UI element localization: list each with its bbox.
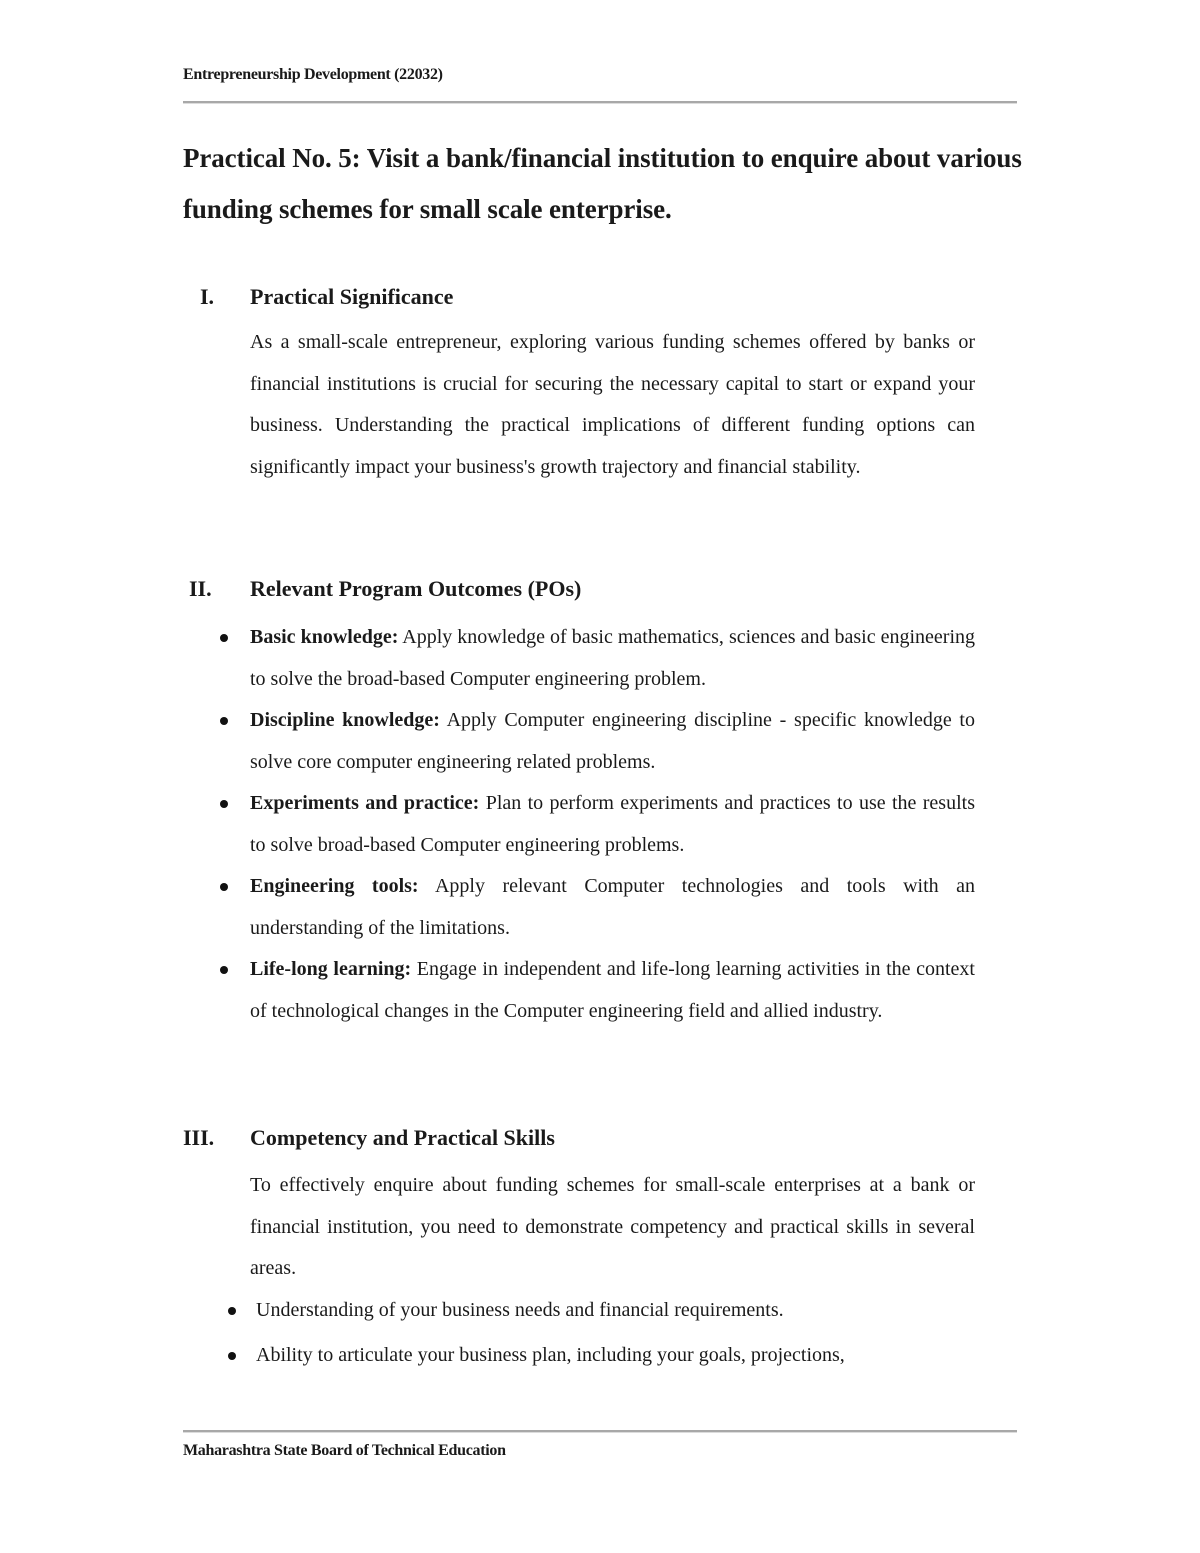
footer-divider — [183, 1430, 1017, 1433]
outcome-text: Apply knowledge of basic mathematics, sciences and basic engineering to solve the broad-based Computer engineering problem. — [250, 626, 975, 690]
outcome-term: Life-long learning: — [250, 958, 412, 980]
section-heading-program-outcomes — [183, 576, 983, 608]
section-number: II. — [189, 576, 212, 601]
list-item — [250, 783, 975, 866]
outcome-text: Apply Computer engineering discipline - specific knowledge to solve core computer engineering related problems. — [250, 709, 975, 773]
program-outcomes-list — [250, 617, 975, 1032]
outcome-text: Apply relevant Computer technologies and tools with an understanding of the limitations. — [250, 875, 975, 939]
competency-paragraph: To effectively enquire about funding schemes for small-scale enterprises at a bank or financial institution, you need to demonstrate competency and practical skills in several areas. — [250, 1174, 975, 1279]
section-heading-practical-significance — [183, 284, 983, 316]
header-divider — [183, 101, 1017, 104]
outcome-text: Engage in independent and life-long learning activities in the context of technological changes in the Computer engineering field and allied industry. — [250, 958, 975, 1022]
outcome-term: Basic knowledge: — [250, 626, 399, 648]
section-title: Competency and Practical Skills — [250, 1125, 555, 1150]
bullet-icon — [220, 966, 228, 974]
bullet-icon — [228, 1307, 236, 1315]
bullet-icon — [220, 717, 228, 725]
list-item — [256, 1335, 981, 1377]
section-title: Practical Significance — [250, 284, 454, 309]
list-item — [250, 949, 975, 1032]
outcome-text: Plan to perform experiments and practices to use the results to solve broad-based Computer engineering problems. — [250, 792, 975, 856]
bullet-icon — [220, 634, 228, 642]
skill-text: Understanding of your business needs and financial requirements. — [256, 1299, 784, 1321]
section-number: I. — [200, 284, 215, 309]
list-item — [250, 617, 975, 700]
page-footer: Maharashtra State Board of Technical Education — [183, 1442, 506, 1459]
section-heading-competency-skills — [183, 1125, 983, 1157]
bullet-icon — [220, 800, 228, 808]
bullet-icon — [220, 883, 228, 891]
skill-text: Ability to articulate your business plan, including your goals, projections, — [256, 1343, 845, 1366]
section-number: III. — [183, 1125, 215, 1150]
page-header: Entrepreneurship Development (22032) — [183, 66, 443, 83]
practical-significance-paragraph: As a small-scale entrepreneur, exploring various funding schemes offered by banks or financial institutions is crucial for securing the necessary capital to start or expand your business. Understanding the practical implications of different funding options can significantly impact your business's growth trajectory and financial stability. — [250, 331, 975, 478]
list-item — [250, 700, 975, 783]
list-item — [256, 1290, 981, 1332]
competency-skills-list — [256, 1290, 981, 1379]
section-title: Relevant Program Outcomes (POs) — [250, 576, 582, 601]
outcome-term: Engineering tools: — [250, 875, 419, 897]
outcome-term: Discipline knowledge: — [250, 709, 440, 731]
bullet-icon — [228, 1352, 236, 1360]
outcome-term: Experiments and practice: — [250, 792, 480, 814]
page-title: Practical No. 5: Visit a bank/financial institution to enquire about various funding schemes for small scale enterprise. — [183, 143, 1022, 224]
list-item — [250, 866, 975, 949]
